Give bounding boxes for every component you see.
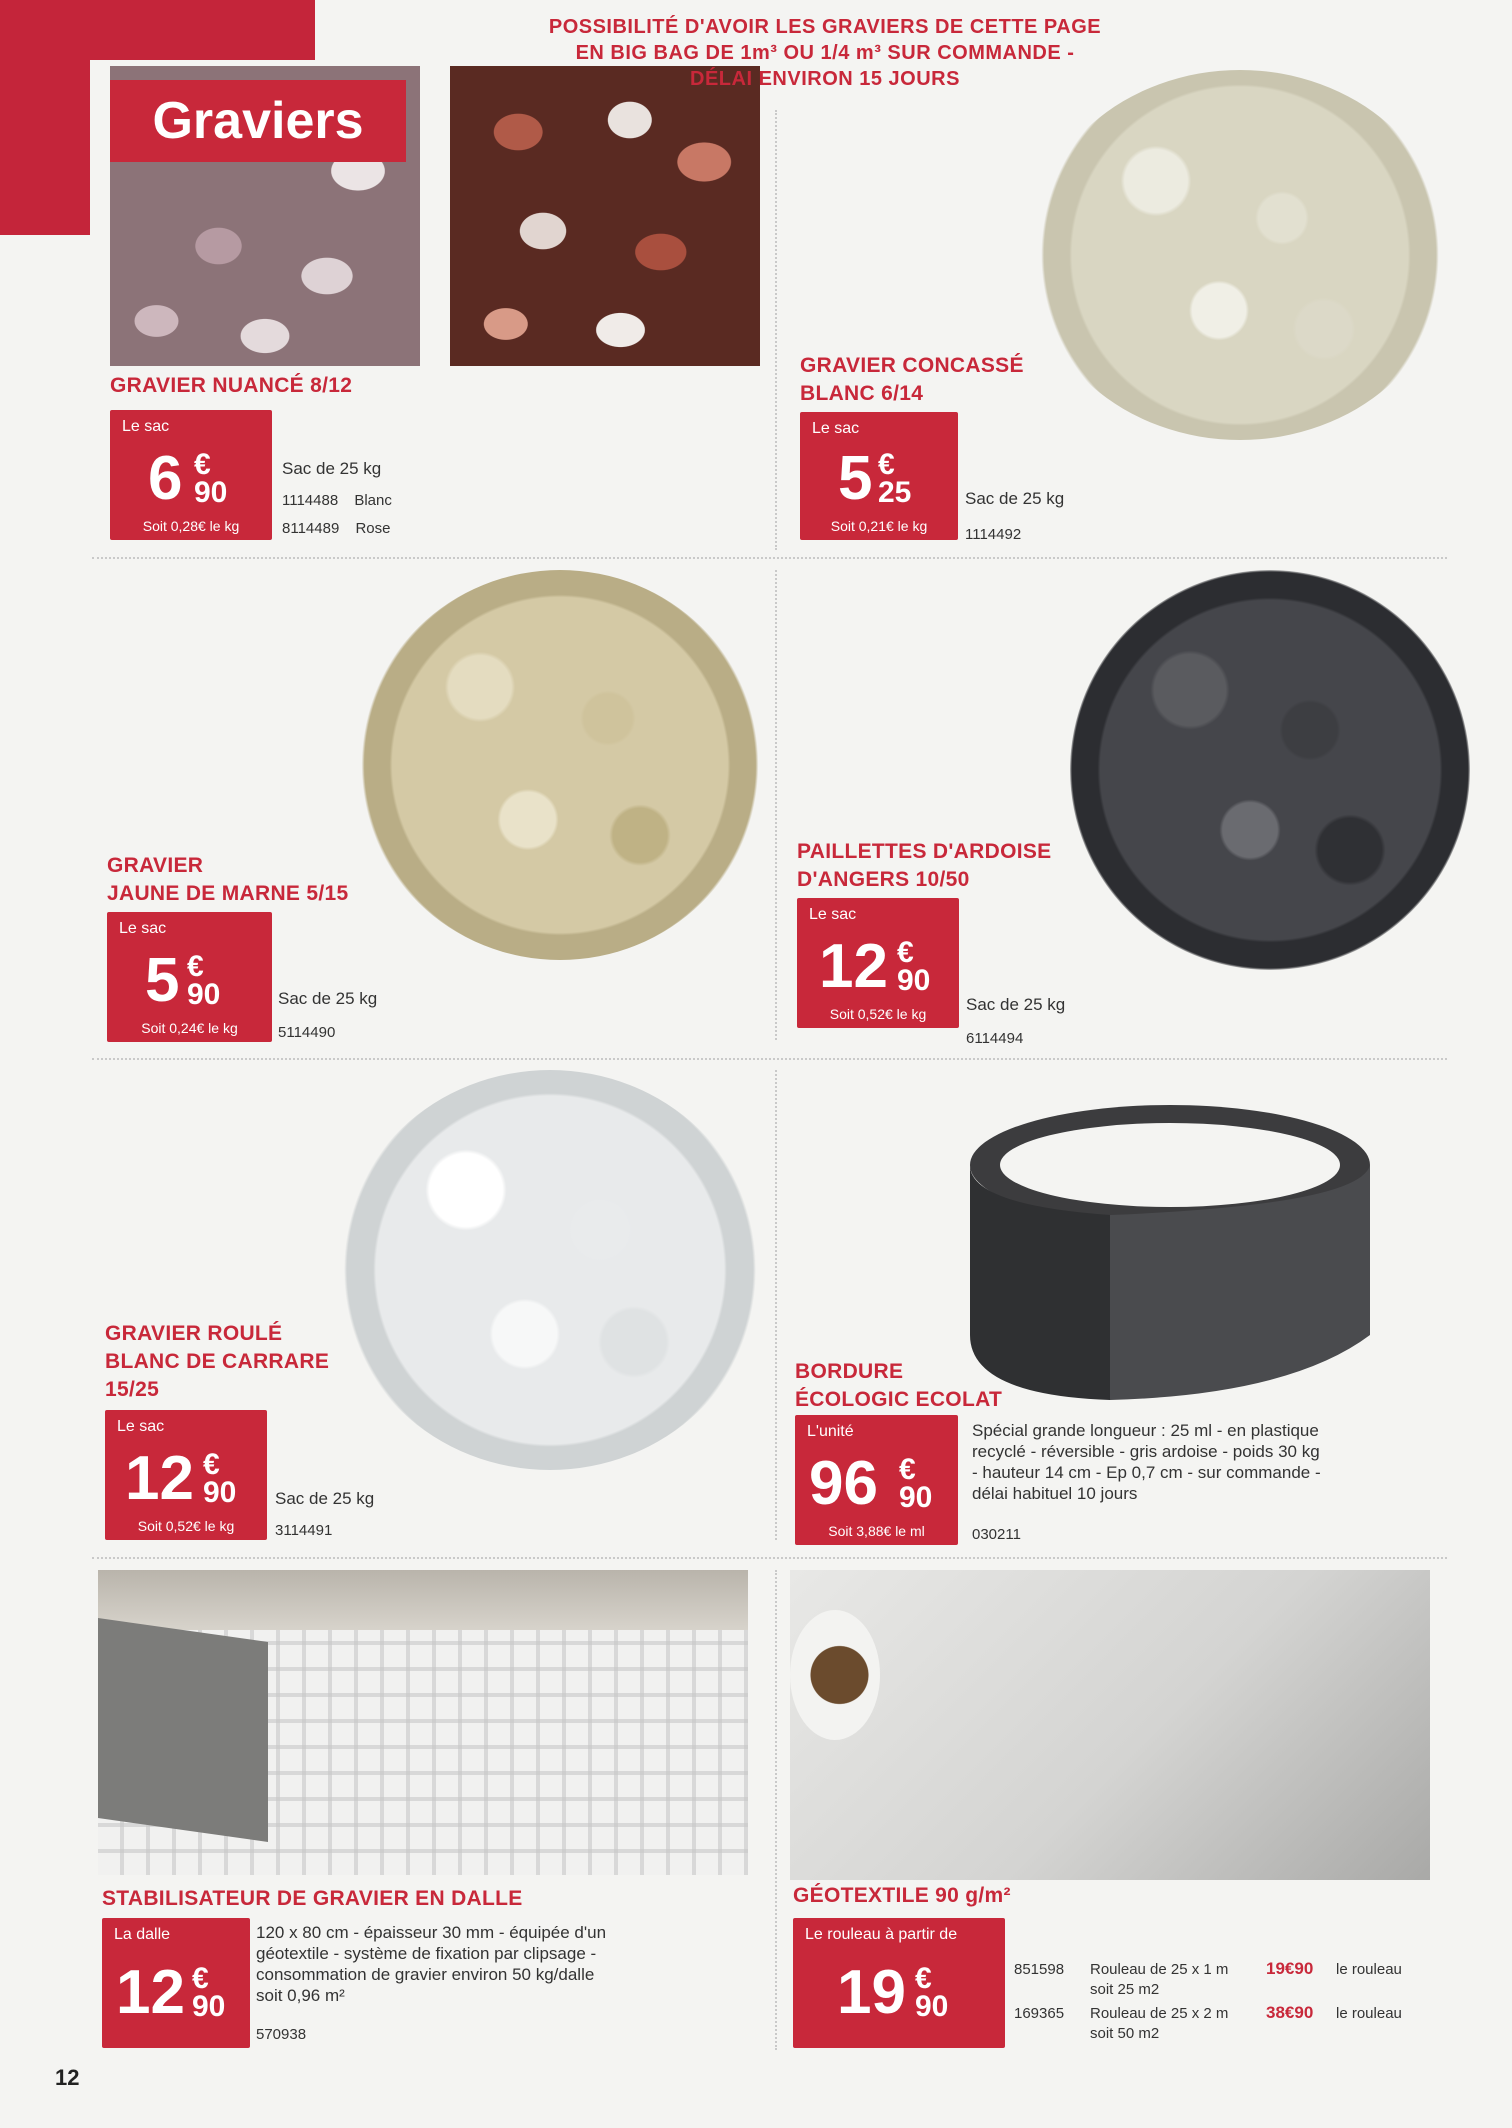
price-integer: 5 xyxy=(838,444,873,513)
geotextile-row-1 xyxy=(1014,1958,1402,1999)
price-box-ardoise xyxy=(797,898,959,1028)
row-separator xyxy=(92,557,1447,559)
ref-number: 8114489 xyxy=(282,520,340,537)
euro-symbol: € xyxy=(878,448,895,481)
desc-line: délai habituel 10 jours xyxy=(972,1484,1138,1503)
euro-symbol: € xyxy=(915,1962,932,1995)
product-desc-nuance: Sac de 25 kg xyxy=(282,459,382,478)
price-cents: 25 xyxy=(878,476,912,509)
price-per-ml: Soit 3,88€ le ml xyxy=(828,1523,925,1539)
product-desc-bordure xyxy=(972,1420,1321,1504)
product-title-concasse xyxy=(800,352,1024,408)
price-unit: Le sac xyxy=(119,920,167,937)
geotextile-roll xyxy=(790,1610,880,1740)
notice-line-3: DÉLAI ENVIRON 15 JOURS xyxy=(690,68,960,90)
ref-number: 169365 xyxy=(1014,2005,1065,2022)
product-title-carrare xyxy=(105,1320,329,1404)
euro-symbol: € xyxy=(194,448,211,481)
price-per-kg: Soit 0,52€ le kg xyxy=(137,1518,235,1534)
gravier-marne-photo xyxy=(360,570,760,960)
price-cents: 90 xyxy=(187,978,221,1011)
paillettes-ardoise-photo xyxy=(1070,570,1470,970)
price-unit: L'unité xyxy=(807,1423,854,1440)
title-line: BLANC 6/14 xyxy=(800,382,924,405)
ref-label: Blanc xyxy=(354,492,392,509)
euro-symbol: € xyxy=(203,1448,220,1481)
product-title-ardoise xyxy=(797,838,1051,894)
price-integer: 19 xyxy=(837,1958,906,2027)
desc-line: 120 x 80 cm - épaisseur 30 mm - équipée d'un xyxy=(256,1923,607,1942)
price-integer: 12 xyxy=(116,1958,185,2027)
row-desc: Rouleau de 25 x 2 m xyxy=(1090,2005,1229,2022)
product-ref-marne: 5114490 xyxy=(278,1024,336,1041)
row-price: 38€90 xyxy=(1266,2003,1314,2022)
price-cents: 90 xyxy=(192,1990,226,2023)
euro-symbol: € xyxy=(192,1962,209,1995)
ref-number: 1114488 xyxy=(282,492,339,509)
title-line: BORDURE xyxy=(795,1360,904,1383)
row-separator xyxy=(92,1058,1447,1060)
gravier-carrare-photo xyxy=(340,1070,760,1470)
product-ref-ardoise: 6114494 xyxy=(966,1030,1024,1047)
bordure-ecolat-photo xyxy=(960,1095,1380,1405)
price-box-carrare xyxy=(105,1410,267,1540)
row-sub: soit 50 m2 xyxy=(1090,2025,1160,2042)
geotextile-photo xyxy=(790,1570,1430,1880)
row-separator xyxy=(92,1557,1447,1559)
price-per-kg: Soit 0,28€ le kg xyxy=(142,518,240,534)
desc-line: recyclé - réversible - gris ardoise - poids 30 kg xyxy=(972,1442,1320,1461)
geotextile-row-2 xyxy=(1014,2002,1402,2043)
gravier-nuance-rose-photo xyxy=(450,66,760,366)
product-title-stabilisateur: STABILISATEUR DE GRAVIER EN DALLE xyxy=(102,1887,523,1910)
product-title-bordure xyxy=(795,1358,1002,1414)
price-unit: Le sac xyxy=(809,906,857,923)
title-line: GRAVIER xyxy=(107,854,204,877)
price-box-concasse xyxy=(800,412,958,540)
euro-symbol: € xyxy=(899,1453,916,1486)
title-line: PAILLETTES D'ARDOISE xyxy=(797,840,1052,863)
price-box-bordure xyxy=(795,1415,958,1545)
title-line: JAUNE DE MARNE 5/15 xyxy=(107,882,349,905)
product-desc-carrare: Sac de 25 kg xyxy=(275,1489,375,1508)
price-box-nuance xyxy=(110,410,272,540)
price-integer: 96 xyxy=(809,1449,878,1518)
title-line: BLANC DE CARRARE xyxy=(105,1350,330,1373)
product-ref-nuance-blanc xyxy=(282,490,392,512)
column-separator xyxy=(775,570,777,1040)
product-ref-carrare: 3114491 xyxy=(275,1522,333,1539)
title-line: GRAVIER CONCASSÉ xyxy=(800,354,1024,377)
product-title-marne xyxy=(107,852,348,908)
page-title: Graviers xyxy=(110,80,406,162)
price-integer: 5 xyxy=(145,946,180,1015)
product-desc-ardoise: Sac de 25 kg xyxy=(966,995,1066,1014)
price-unit: Le sac xyxy=(122,418,170,435)
price-integer: 12 xyxy=(819,932,888,1001)
price-unit: La dalle xyxy=(114,1926,171,1943)
product-desc-marne: Sac de 25 kg xyxy=(278,989,378,1008)
page-number: 12 xyxy=(55,2065,80,2090)
product-desc-concasse: Sac de 25 kg xyxy=(965,489,1065,508)
price-unit: Le sac xyxy=(812,420,860,437)
row-suffix: le rouleau xyxy=(1336,2005,1402,2022)
gravel-strip xyxy=(98,1570,748,1630)
product-ref-nuance-rose xyxy=(282,518,391,540)
title-line: D'ANGERS 10/50 xyxy=(797,868,970,891)
row-suffix: le rouleau xyxy=(1336,1961,1402,1978)
price-integer: 12 xyxy=(125,1444,194,1513)
desc-line: consommation de gravier environ 50 kg/dalle xyxy=(256,1965,595,1984)
stabilisateur-dalle-photo xyxy=(98,1570,748,1875)
desc-line: géotextile - système de fixation par clipsage - xyxy=(256,1944,597,1963)
gravier-concasse-photo xyxy=(1030,70,1450,440)
euro-symbol: € xyxy=(187,950,204,983)
price-cents: 90 xyxy=(897,964,931,997)
price-integer: 6 xyxy=(148,444,183,513)
price-per-kg: Soit 0,21€ le kg xyxy=(830,518,928,534)
euro-symbol: € xyxy=(897,936,914,969)
price-cents: 90 xyxy=(194,476,228,509)
row-desc: Rouleau de 25 x 1 m xyxy=(1090,1961,1229,1978)
ref-number: 851598 xyxy=(1014,1961,1065,1978)
product-ref-concasse: 1114492 xyxy=(965,526,1022,543)
price-box-geotextile xyxy=(793,1918,1005,2048)
price-cents: 90 xyxy=(915,1990,949,2023)
row-sub: soit 25 m2 xyxy=(1090,1981,1160,1998)
product-ref-bordure: 030211 xyxy=(972,1526,1021,1543)
product-ref-stabilisateur: 570938 xyxy=(256,2026,307,2043)
header-red-band xyxy=(0,0,90,235)
product-title-nuance: GRAVIER NUANCÉ 8/12 xyxy=(110,374,353,397)
price-unit: Le sac xyxy=(117,1418,165,1435)
price-unit: Le rouleau à partir de xyxy=(805,1926,958,1943)
big-bag-notice xyxy=(500,14,1150,92)
price-cents: 90 xyxy=(899,1481,933,1514)
paving-block xyxy=(98,1618,268,1842)
title-line: ÉCOLOGIC ECOLAT xyxy=(795,1388,1003,1411)
desc-line: - hauteur 14 cm - Ep 0,7 cm - sur commande - xyxy=(972,1463,1321,1482)
price-box-stabilisateur xyxy=(102,1918,250,2048)
product-title-geotextile: GÉOTEXTILE 90 g/m² xyxy=(793,1884,1011,1907)
column-separator xyxy=(775,1070,777,1540)
ref-label: Rose xyxy=(355,520,391,537)
column-separator xyxy=(775,110,777,550)
price-box-marne xyxy=(107,912,272,1042)
row-price: 19€90 xyxy=(1266,1959,1314,1978)
price-cents: 90 xyxy=(203,1476,237,1509)
price-per-kg: Soit 0,52€ le kg xyxy=(829,1006,927,1022)
price-per-kg: Soit 0,24€ le kg xyxy=(141,1020,238,1036)
desc-line: soit 0,96 m² xyxy=(256,1986,345,2005)
title-line: GRAVIER ROULÉ xyxy=(105,1322,283,1345)
notice-line-2: EN BIG BAG DE 1m³ OU 1/4 m³ SUR COMMANDE - xyxy=(575,42,1075,64)
notice-line-1: POSSIBILITÉ D'AVOIR LES GRAVIERS DE CETTE PAGE xyxy=(548,16,1102,38)
title-line: 15/25 xyxy=(105,1378,160,1401)
product-desc-stabilisateur xyxy=(256,1922,606,2006)
column-separator xyxy=(775,1570,777,2050)
desc-line: Spécial grande longueur : 25 ml - en plastique xyxy=(972,1421,1319,1440)
